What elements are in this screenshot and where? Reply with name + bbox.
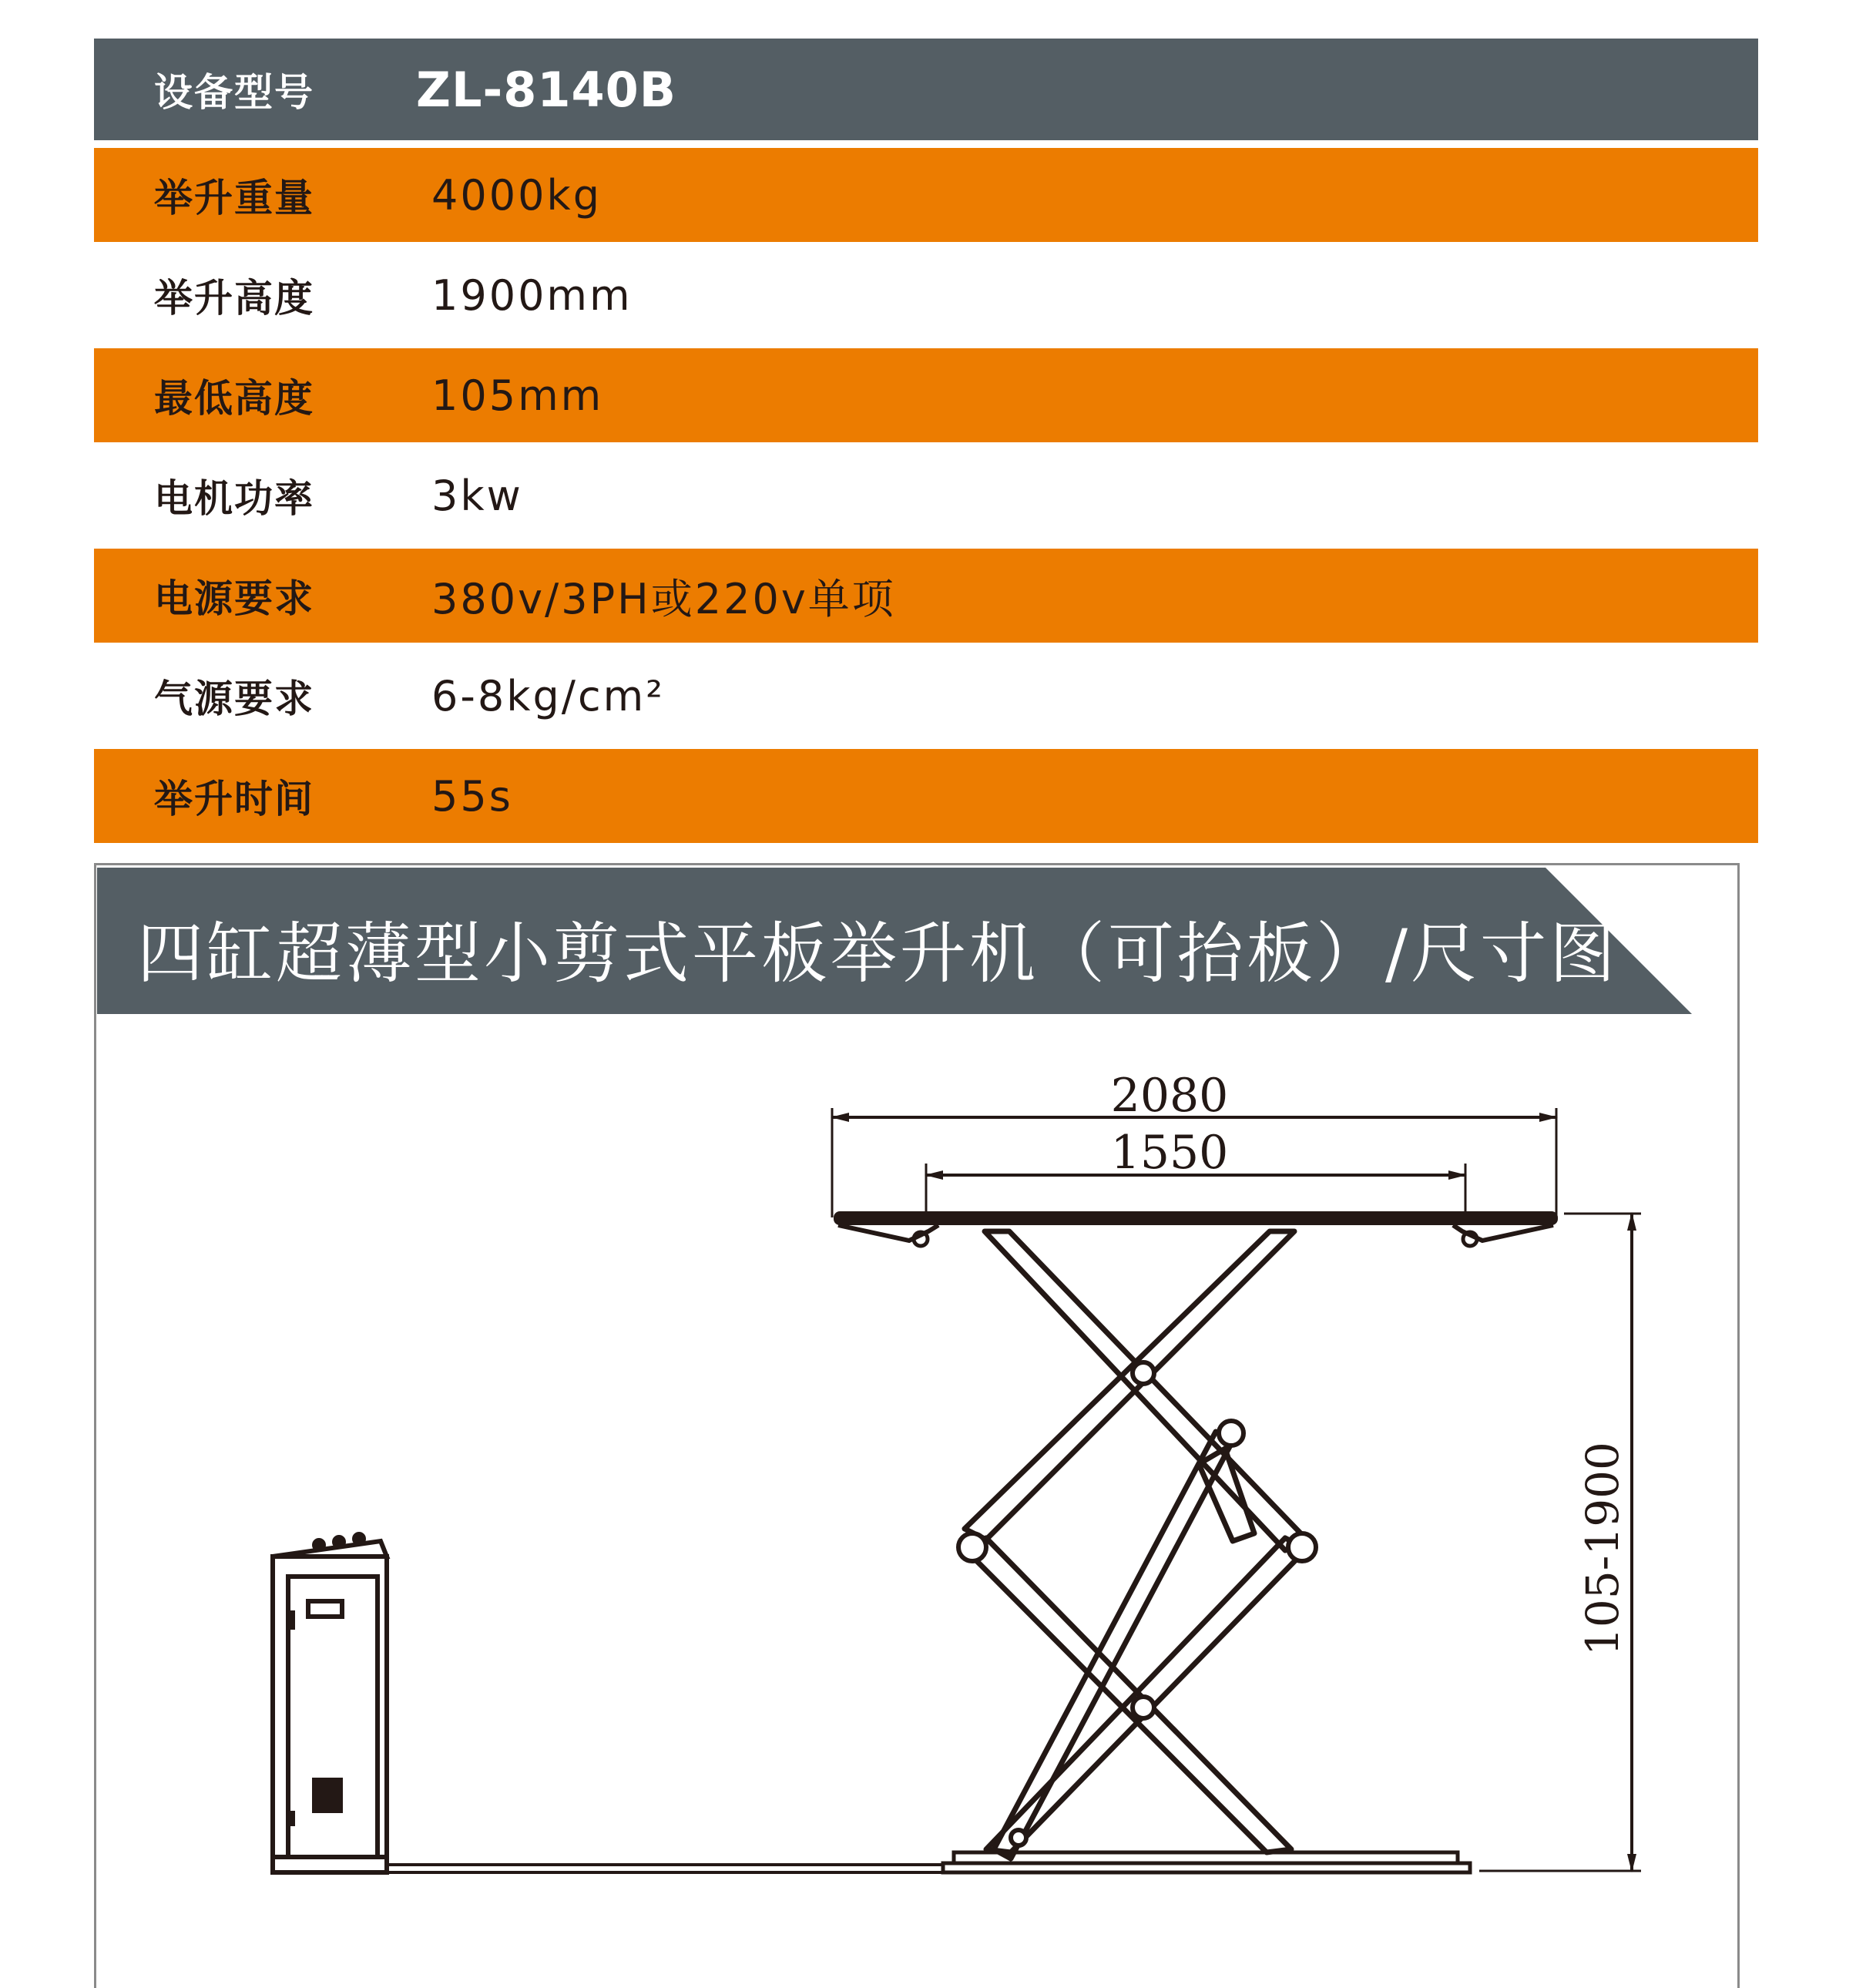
spec-label: 电源要求 [154,576,314,621]
scissor-pivots [958,1362,1316,1845]
dim-label-height: 105-1900 [1576,1442,1629,1656]
dimension-platform-length [926,1126,1465,1214]
spec-label: 举升重量 [154,176,314,220]
spec-label: 设备型号 [154,70,314,115]
spec-value: 105mm [431,371,604,420]
spec-value: ZL-8140B [416,61,677,118]
lift-base [385,1852,1470,1872]
spec-value: 3kw [431,471,523,520]
dimension-height [1479,1214,1641,1871]
spec-label: 电机功率 [154,476,314,521]
spec-value: 4000kg [431,170,602,220]
control-cabinet [273,1534,387,1872]
scissor-arms [965,1231,1307,1859]
dim-label-1550: 1550 [1110,1126,1229,1180]
spec-value: 55s [431,771,513,821]
spec-value: 1900mm [431,270,633,320]
dim-label-2080: 2080 [1110,1069,1229,1123]
diagram-title: 四缸超薄型小剪式平板举升机（可抬板）/尺寸图 [137,915,1619,992]
spec-value: 380v/3PH或220v单项 [431,574,896,623]
spec-label: 举升高度 [154,276,314,321]
lift-platform [834,1211,1558,1246]
spec-label: 举升时间 [154,777,314,821]
spec-label: 最低高度 [154,376,314,421]
spec-label: 气源要求 [154,677,314,721]
spec-value: 6-8kg/cm² [431,671,665,720]
